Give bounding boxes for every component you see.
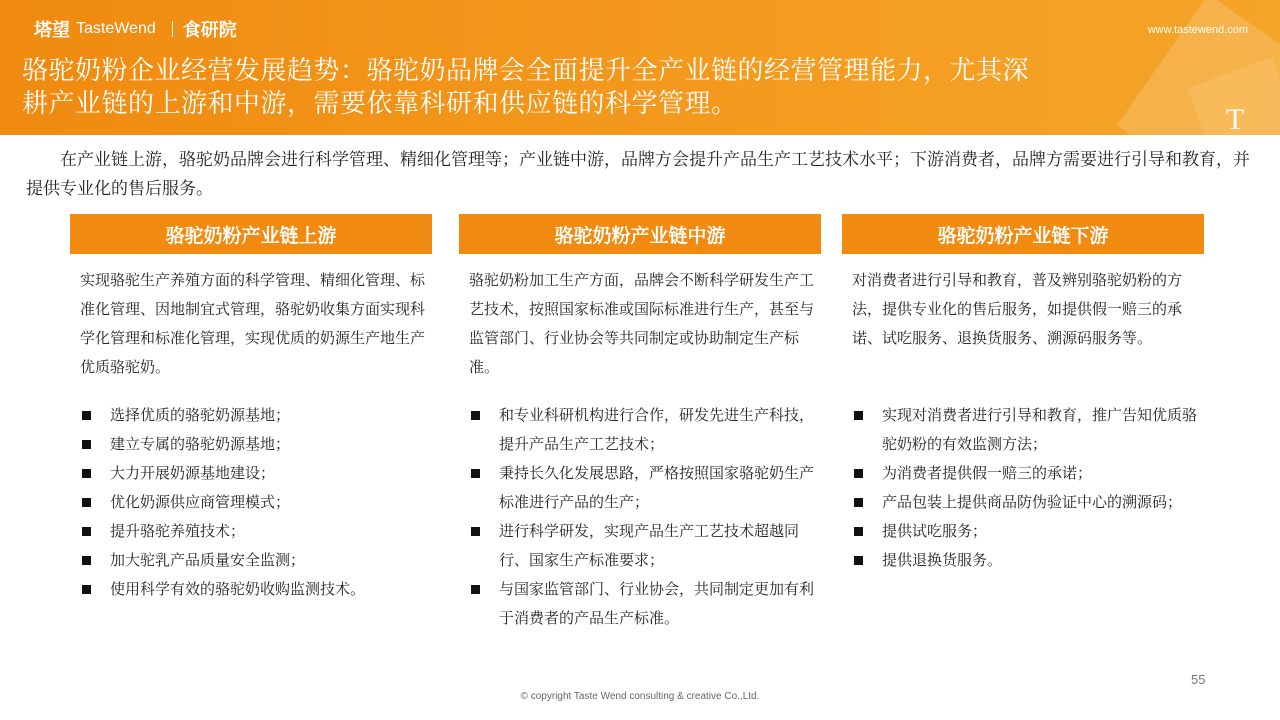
- sub-brand: 食研院: [182, 20, 237, 41]
- column-upstream: [70, 214, 432, 598]
- bullet-icon: [82, 469, 91, 478]
- bullet-icon: [854, 556, 863, 565]
- page-title-line: 骆驼奶粉企业经营发展趋势：骆驼奶品牌会全面提升全产业链的经营管理能力，尤其深: [22, 56, 1030, 86]
- list-item: 建立专属的骆驼奶源基地；: [70, 430, 432, 459]
- bullet-icon: [471, 469, 480, 478]
- list-item: 实现对消费者进行引导和教育，推广告知优质骆驼奶粉的有效监测方法；: [842, 401, 1204, 459]
- bullet-list: [459, 401, 821, 633]
- bullet-icon: [82, 440, 91, 449]
- bullet-icon: [82, 585, 91, 594]
- bullet-icon: [471, 585, 480, 594]
- list-item: 产品包装上提供商品防伪验证中心的溯源码；: [842, 488, 1204, 517]
- page-title: [22, 55, 1222, 121]
- brand-logo: [34, 18, 237, 40]
- column-midstream: [459, 214, 821, 627]
- list-item: 大力开展奶源基地建设；: [70, 459, 432, 488]
- list-item: 提供试吃服务；: [842, 517, 1204, 546]
- bullet-icon: [471, 527, 480, 536]
- intro-paragraph: 在产业链上游，骆驼奶品牌会进行科学管理、精细化管理等；产业链中游，品牌方会提升产品生产工艺技术水平；下游消费者，品牌方需要进行引导和教育，并提供专业化的售后服务。: [26, 150, 1250, 199]
- bullet-list: [842, 401, 1204, 575]
- list-item: 为消费者提供假一赔三的承诺；: [842, 459, 1204, 488]
- list-item: 提供退换货服务。: [842, 546, 1204, 575]
- brand-name-en: TasteWend: [76, 20, 156, 37]
- list-item: 选择优质的骆驼奶源基地；: [70, 401, 432, 430]
- list-item: 进行科学研发，实现产品生产工艺技术超越同行、国家生产标准要求；: [459, 517, 821, 575]
- list-item: 和专业科研机构进行合作，研发先进生产科技，提升产品生产工艺技术；: [459, 401, 821, 459]
- bullet-icon: [82, 527, 91, 536]
- column-title: 骆驼奶粉产业链上游: [70, 214, 432, 254]
- list-item: 加大驼乳产品质量安全监测；: [70, 546, 432, 575]
- column-title: 骆驼奶粉产业链中游: [459, 214, 821, 254]
- brand-name-cn: 塔望: [34, 20, 70, 41]
- bullet-icon: [82, 411, 91, 420]
- list-item: 优化奶源供应商管理模式；: [70, 488, 432, 517]
- bullet-list: [70, 401, 432, 604]
- bullet-icon: [471, 411, 480, 420]
- list-item: 秉持长久化发展思路，严格按照国家骆驼奶生产标准进行产品的生产；: [459, 459, 821, 517]
- list-item: 与国家监管部门、行业协会，共同制定更加有利于消费者的产品生产标准。: [459, 575, 821, 633]
- bullet-icon: [854, 469, 863, 478]
- title-banner: [0, 0, 1280, 135]
- bullet-icon: [854, 527, 863, 536]
- bullet-icon: [82, 556, 91, 565]
- corner-mark: T: [1226, 103, 1245, 135]
- column-description: 骆驼奶粉加工生产方面，品牌会不断科学研发生产工艺技术，按照国家标准或国际标准进行生产，甚至与监管部门、行业协会等共同制定或协助制定生产标准。: [469, 271, 815, 376]
- column-title: 骆驼奶粉产业链下游: [842, 214, 1204, 254]
- bullet-icon: [854, 498, 863, 507]
- page-number: 55: [1191, 672, 1206, 687]
- list-item: 提升骆驼养殖技术；: [70, 517, 432, 546]
- column-description: 对消费者进行引导和教育，普及辨别骆驼奶粉的方法，提供专业化的售后服务，如提供假一赔三的承诺、试吃服务、退换货服务、溯源码服务等。: [852, 271, 1183, 347]
- list-item: 使用科学有效的骆驼奶收购监测技术。: [70, 575, 432, 604]
- bullet-icon: [854, 411, 863, 420]
- website-url: www.tastewend.com: [1147, 24, 1248, 36]
- column-downstream: [842, 214, 1204, 569]
- copyright-notice: © copyright Taste Wend consulting & creative Co.,Ltd.: [520, 691, 760, 702]
- page-title-line: 耕产业链的上游和中游，需要依靠科研和供应链的科学管理。: [22, 89, 738, 119]
- logo-divider: [172, 21, 173, 37]
- bullet-icon: [82, 498, 91, 507]
- column-description: 实现骆驼生产养殖方面的科学管理、精细化管理、标准化管理、因地制宜式管理，骆驼奶收集方面实现科学化管理和标准化管理，实现优质的奶源生产地生产优质骆驼奶。: [80, 271, 426, 376]
